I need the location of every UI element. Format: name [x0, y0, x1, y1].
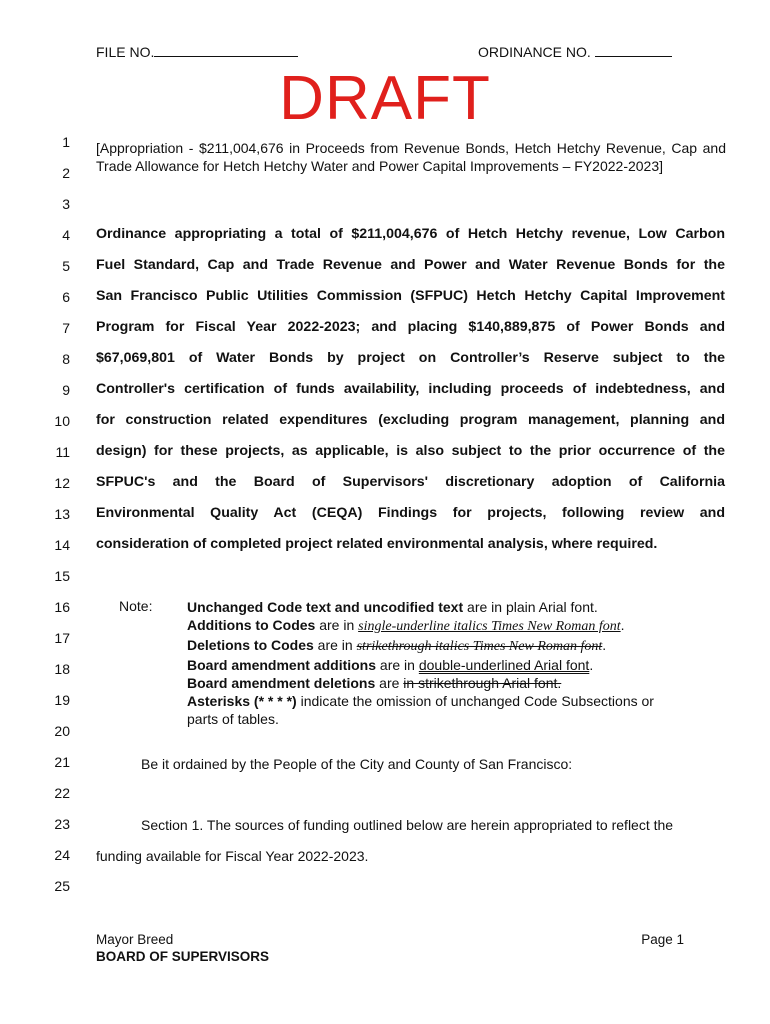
note-line-additions: Additions to Codes are in single-underline italics Times New Roman font. [187, 617, 625, 634]
line-number: 7 [62, 320, 70, 336]
section-1-line-1: Section 1. The sources of funding outlined below are herein appropriated to reflect the [141, 817, 674, 833]
file-no-field [96, 44, 298, 60]
note-block [187, 598, 657, 728]
note-line-board-additions: Board amendment additions are in double-underlined Arial font. [187, 657, 594, 673]
file-no-blank [154, 56, 298, 57]
section-1-line-2: funding available for Fiscal Year 2022-2023. [96, 848, 369, 864]
line-number: 12 [54, 475, 70, 491]
footer-sponsor: Mayor Breed [96, 932, 174, 947]
note-line-board-deletions: Board amendment deletions are in strikethrough Arial font. [187, 675, 562, 691]
line-number: 25 [54, 878, 70, 894]
line-number: 9 [62, 382, 70, 398]
summary-line: Ordinance appropriating a total of $211,004,676 of Hetch Hetchy revenue, Low Carbon [96, 226, 725, 242]
summary-line: SFPUC's and the Board of Supervisors' discretionary adoption of California [96, 474, 725, 490]
note-line-deletions: Deletions to Codes are in strikethrough italics Times New Roman font. [187, 637, 607, 654]
line-number: 3 [62, 196, 70, 212]
note-line-unchanged: Unchanged Code text and uncodified text are in plain Arial font. [187, 599, 598, 615]
summary-line: $67,069,801 of Water Bonds by project on Controller’s Reserve subject to the [96, 350, 725, 366]
footer-board: BOARD OF SUPERVISORS [96, 949, 270, 964]
line-number: 2 [62, 165, 70, 181]
ordinance-no-blank [595, 56, 672, 57]
line-number: 6 [62, 289, 70, 305]
summary-line: Environmental Quality Act (CEQA) Findings for projects, following review and [96, 505, 725, 521]
note-label: Note: [119, 598, 153, 614]
line-number: 23 [54, 816, 70, 832]
line-number: 22 [54, 785, 70, 801]
draft-watermark: DRAFT [279, 64, 491, 133]
summary-line: consideration of completed project related environmental analysis, where required. [96, 536, 658, 552]
line-number: 13 [54, 506, 70, 522]
line-number: 15 [54, 568, 70, 584]
line-number: 11 [55, 444, 70, 460]
summary-line: Fuel Standard, Cap and Trade Revenue and Power and Water Revenue Bonds for the [96, 257, 725, 273]
line-number: 5 [62, 258, 70, 274]
ordinance-title: [Appropriation - $211,004,676 in Proceeds from Revenue Bonds, Hetch Hetchy Revenue, Cap and Trade Allowance for Hetch Hetchy Water and Power Capital Improvements – FY2022-2023] [96, 140, 726, 174]
line-number: 18 [54, 661, 70, 677]
summary-line: Program for Fiscal Year 2022-2023; and placing $140,889,875 of Power Bonds and [96, 319, 725, 335]
line-number: 21 [54, 754, 70, 770]
ordinance-no-field [478, 44, 672, 60]
line-number: 24 [54, 847, 70, 863]
line-number: 10 [54, 413, 70, 429]
summary-line: for construction related expenditures (excluding program management, planning and [96, 412, 725, 428]
line-number: 20 [54, 723, 70, 739]
line-number: 4 [62, 227, 70, 243]
ordinance-no-label: ORDINANCE NO. [478, 44, 591, 60]
line-number: 17 [54, 630, 70, 646]
line-number: 19 [54, 692, 70, 708]
note-line-asterisks: Asterisks (* * * *) indicate the omission of unchanged Code Subsections or parts of tables. [187, 693, 654, 727]
line-number: 14 [54, 537, 70, 553]
line-number: 1 [62, 134, 70, 150]
page-number: Page 1 [641, 932, 684, 947]
summary-line: design) for these projects, as applicable, is also subject to the prior occurrence of the [96, 443, 725, 459]
summary-line: San Francisco Public Utilities Commission (SFPUC) Hetch Hetchy Capital Improvement [96, 288, 725, 304]
line-number: 16 [54, 599, 70, 615]
file-no-label: FILE NO. [96, 44, 155, 60]
enacting-clause: Be it ordained by the People of the City and County of San Francisco: [141, 756, 573, 772]
line-number: 8 [62, 351, 70, 367]
summary-line: Controller's certification of funds availability, including proceeds of indebtedness, and [96, 381, 725, 397]
